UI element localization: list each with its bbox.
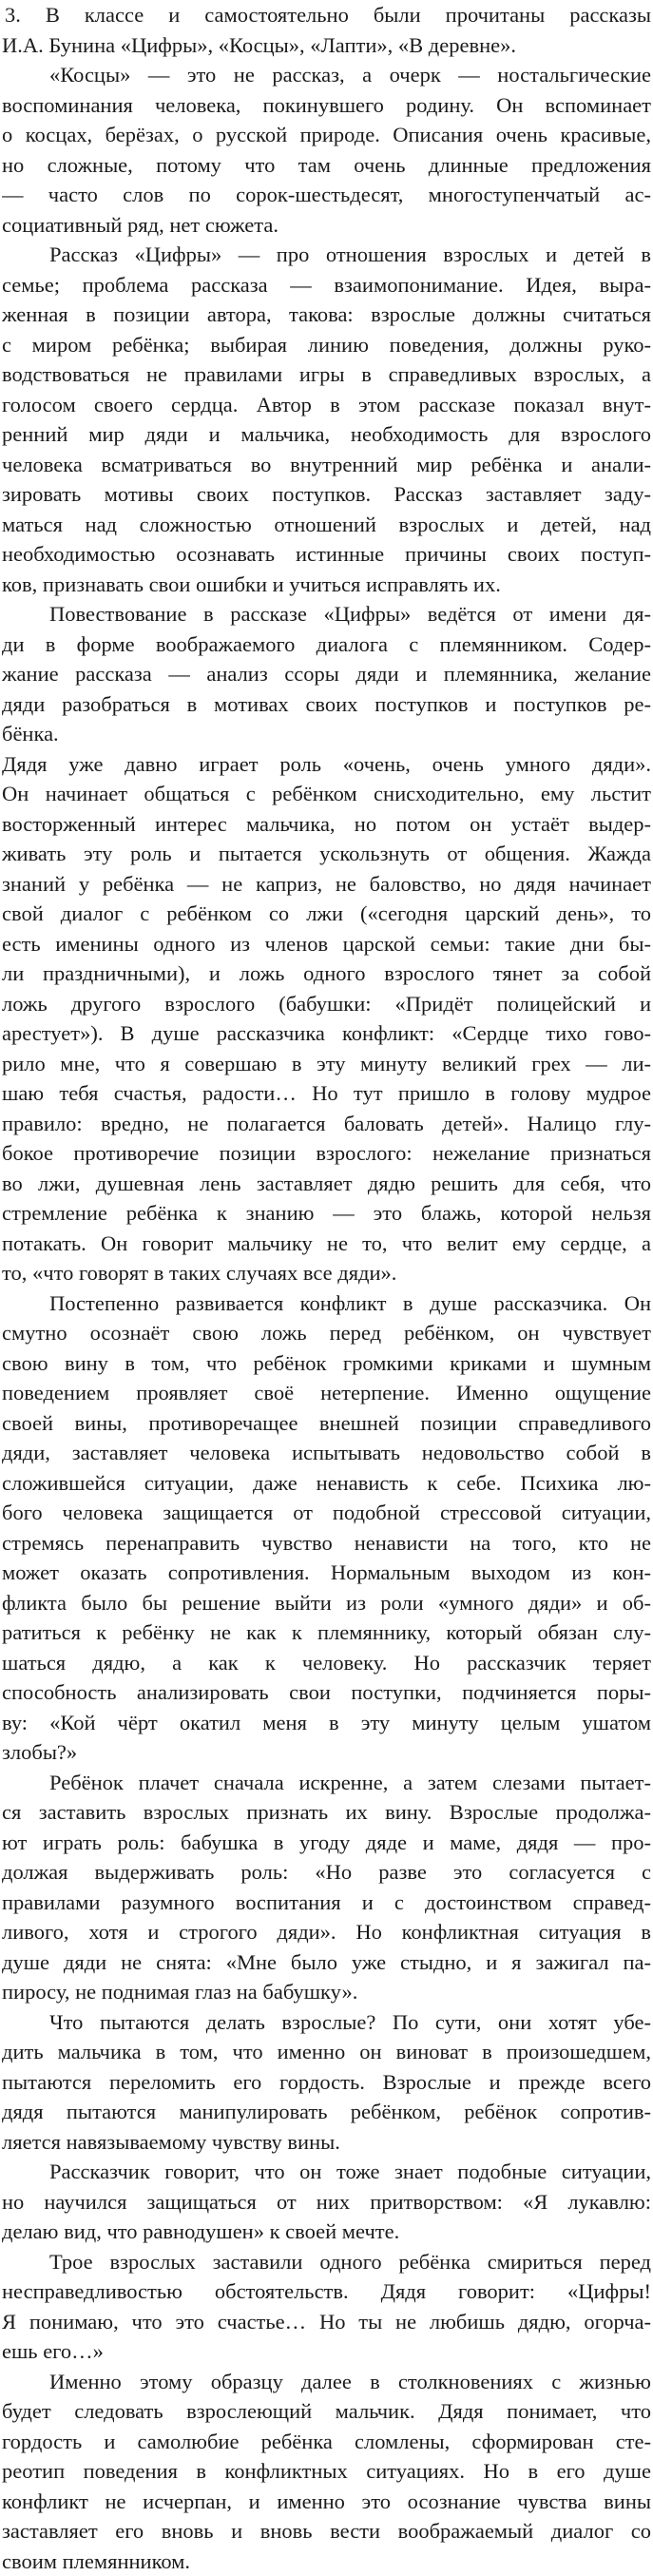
- text-line: правило: вредно, не полагается баловать детей». Налицо глу-: [2, 1109, 651, 1139]
- text-line: рило мне, что я совершаю в эту минуту великий грех — ли-: [2, 1049, 651, 1079]
- paragraph: [2, 2007, 651, 2158]
- text-line: свой диалог с ребёнком со лжи («сегодня царский день», то: [2, 899, 651, 929]
- paragraph: [2, 60, 651, 240]
- text-line: арестует»). В душе рассказчика конфликт: «Сердце тихо гово-: [2, 1018, 651, 1049]
- text-line: женная в позиции автора, такова: взрослые должны считаться: [2, 300, 651, 330]
- text-line: фликта было бы решение выйти из роли «умного дяди» и об-: [2, 1588, 651, 1618]
- text-line: маться над сложностью отношений взрослых и детей, над: [2, 510, 651, 540]
- text-line: восторженный интерес мальчика, но потом он устаёт выдер-: [2, 809, 651, 840]
- text-line: о косцах, берёзах, о русской природе. Описания очень красивые,: [2, 120, 651, 150]
- text-line: Трое взрослых заставили одного ребёнка смириться перед: [2, 2247, 651, 2277]
- text-line: воспоминания человека, покинувшего родину. Он вспоминает: [2, 90, 651, 121]
- text-line: своим племянником.: [2, 2547, 651, 2576]
- text-line: может оказать сопротивления. Нормальным выходом из кон-: [2, 1558, 651, 1588]
- text-line: способность анализировать свои поступки, подчиняется поры-: [2, 1677, 651, 1708]
- text-line: но научился защищаться от них притворством: «Я лукавлю:: [2, 2187, 651, 2218]
- text-line: душе дяди не снята: «Мне было уже стыдно, и я зажигал па-: [2, 1947, 651, 1978]
- text-line: Рассказ «Цифры» — про отношения взрослых и детей в: [2, 240, 651, 270]
- text-line: ляется навязываемому чувству вины.: [2, 2127, 651, 2158]
- text-line: И.А. Бунина «Цифры», «Косцы», «Лапти», «В деревне».: [2, 30, 651, 61]
- text-line: должая выдерживать роль: «Но разве это согласуется с: [2, 1857, 651, 1888]
- text-line: Рассказчик говорит, что он тоже знает подобные ситуации,: [2, 2157, 651, 2187]
- text-line: жание рассказа — анализ ссоры дяди и племянника, желание: [2, 659, 651, 689]
- text-line: несправедливостью обстоятельств. Дядя говорит: «Цифры!: [2, 2276, 651, 2307]
- text-line: дяди разобраться в мотивах своих поступков и поступков ре-: [2, 689, 651, 720]
- paragraph: [2, 0, 651, 60]
- text-line: знаний у ребёнка — не каприз, не баловство, но дядя начинает: [2, 869, 651, 900]
- text-line: поведением проявляет своё нетерпение. Именно ощущение: [2, 1378, 651, 1408]
- text-line: Он начинает общаться с ребёнком снисходительно, ему льстит: [2, 779, 651, 809]
- text-line: с миром ребёнка; выбирая линию поведения, должны руко-: [2, 330, 651, 360]
- text-line: Повествование в рассказе «Цифры» ведётся от имени дя-: [2, 599, 651, 629]
- text-line: бёнка.: [2, 719, 651, 749]
- text-line: живать эту роль и пытается ускользнуть от общения. Жажда: [2, 839, 651, 869]
- text-line: стремясь перенаправить чувство ненависти на того, кто не: [2, 1528, 651, 1559]
- paragraph: [2, 2247, 651, 2367]
- text-line: Дядя уже давно играет роль «очень, очень умного дяди».: [2, 749, 651, 780]
- text-line: заставляет его вновь и вновь вести воображаемый диалог со: [2, 2516, 651, 2547]
- text-line: ливого, хотя и строгого дяди». Но конфликтная ситуация в: [2, 1917, 651, 1947]
- text-line: конфликт не исчерпан, и именно это осознание чувства вины: [2, 2487, 651, 2517]
- text-line: потакать. Он говорит мальчику не то, что велит ему сердце, а: [2, 1229, 651, 1259]
- text-line: бого человека защищается от подобной стрессовой ситуации,: [2, 1498, 651, 1528]
- text-line: голосом своего сердца. Автор в этом рассказе показал внут-: [2, 390, 651, 420]
- paragraph: [2, 2367, 651, 2576]
- text-line: то, «что говорят в таких случаях все дяди».: [2, 1258, 651, 1288]
- text-line: но сложные, потому что там очень длинные предложения: [2, 150, 651, 181]
- text-line: водствоваться не правилами игры в справедливых взрослых, а: [2, 359, 651, 390]
- text-line: бокое противоречие позиции взрослого: нежелание признаться: [2, 1138, 651, 1169]
- text-line: Именно этому образцу далее в столкновениях с жизнью: [2, 2367, 651, 2397]
- text-line: ложь другого взрослого (бабушки: «Придёт полицейский и: [2, 989, 651, 1019]
- text-line: правилами разумного воспитания и с достоинством справед-: [2, 1888, 651, 1918]
- text-line: своей вины, противоречащее внешней позиции справедливого: [2, 1408, 651, 1439]
- text-line: шаться дядю, а как к человеку. Но рассказчик теряет: [2, 1648, 651, 1678]
- text-line: 3. В классе и самостоятельно были прочитаны рассказы: [2, 0, 651, 30]
- text-line: ди в форме воображаемого диалога с племянником. Содер-: [2, 629, 651, 660]
- text-line: смутно осознаёт свою ложь перед ребёнком, он чувствует: [2, 1318, 651, 1348]
- text-line: необходимостью осознавать истинные причины своих поступ-: [2, 539, 651, 570]
- text-line: пытаются переломить его гордость. Взрослые и прежде всего: [2, 2067, 651, 2098]
- text-line: реотип поведения в конфликтных ситуациях. Но в его душе: [2, 2456, 651, 2487]
- paragraph: [2, 1768, 651, 2007]
- text-line: шаю тебя счастья, радости… Но тут пришло в голову мудрое: [2, 1078, 651, 1109]
- text-line: гордость и самолюбие ребёнка сломлены, сформирован сте-: [2, 2427, 651, 2457]
- text-line: ву: «Кой чёрт окатил меня в эту минуту целым ушатом: [2, 1708, 651, 1738]
- text-line: сложившейся ситуации, даже ненависть к себе. Психика лю-: [2, 1468, 651, 1499]
- paragraph: [2, 240, 651, 599]
- text-line: ренний мир дяди и мальчика, необходимость для взрослого: [2, 419, 651, 450]
- text-line: человека всматриваться во внутренний мир ребёнка и анали-: [2, 450, 651, 480]
- text-line: ся заставить взрослых признать их вину. Взрослые продолжа-: [2, 1797, 651, 1828]
- text-line: Я понимаю, что это счастье… Но ты не любишь дядю, огорча-: [2, 2307, 651, 2337]
- text-line: дядя пытаются манипулировать ребёнком, ребёнок сопротив-: [2, 2097, 651, 2127]
- text-line: зировать мотивы своих поступков. Рассказ заставляет заду-: [2, 479, 651, 510]
- text-line: ют играть роль: бабушка в угоду дяде и маме, дядя — про-: [2, 1828, 651, 1858]
- text-line: свою вину в том, что ребёнок громкими криками и шумным: [2, 1348, 651, 1379]
- text-line: семье; проблема рассказа — взаимопонимание. Идея, выра-: [2, 270, 651, 300]
- text-line: есть именины одного из членов царской семьи: такие дни бы-: [2, 929, 651, 959]
- text-line: дяди, заставляет человека испытывать недовольство собой в: [2, 1438, 651, 1468]
- text-line: пиросу, не поднимая глаз на бабушку».: [2, 1977, 651, 2007]
- text-line: Что пытаются делать взрослые? По сути, они хотят убе-: [2, 2007, 651, 2038]
- paragraph: [2, 2157, 651, 2247]
- text-line: будет следовать взрослеющий мальчик. Дядя понимает, что: [2, 2396, 651, 2427]
- paragraph: [2, 599, 651, 749]
- text-line: злобы?»: [2, 1737, 651, 1768]
- text-line: социативный ряд, нет сюжета.: [2, 210, 651, 241]
- paragraph: [2, 749, 651, 1288]
- paragraph: [2, 1288, 651, 1768]
- text-line: Постепенно развивается конфликт в душе рассказчика. Он: [2, 1288, 651, 1319]
- text-line: делаю вид, что равнодушен» к своей мечте.: [2, 2217, 651, 2247]
- text-line: ратиться к ребёнку не как к племяннику, который обязан слу-: [2, 1617, 651, 1648]
- text-line: дить мальчика в том, что именно он виноват в произошедшем,: [2, 2037, 651, 2067]
- text-line: ли праздничными), и ложь одного взрослого тянет за собой: [2, 959, 651, 989]
- text-line: ков, признавать свои ошибки и учиться исправлять их.: [2, 570, 651, 600]
- text-line: стремление ребёнка к знанию — это блажь, которой нельзя: [2, 1198, 651, 1229]
- text-line: во лжи, душевная лень заставляет дядю решить для себя, что: [2, 1169, 651, 1199]
- text-line: ешь его…»: [2, 2336, 651, 2367]
- text-line: Ребёнок плачет сначала искренне, а затем слезами пытает-: [2, 1768, 651, 1798]
- text-line: — часто слов по сорок-шестьдесят, многоступенчатый ас-: [2, 180, 651, 210]
- text-line: «Косцы» — это не рассказ, а очерк — ностальгические: [2, 60, 651, 90]
